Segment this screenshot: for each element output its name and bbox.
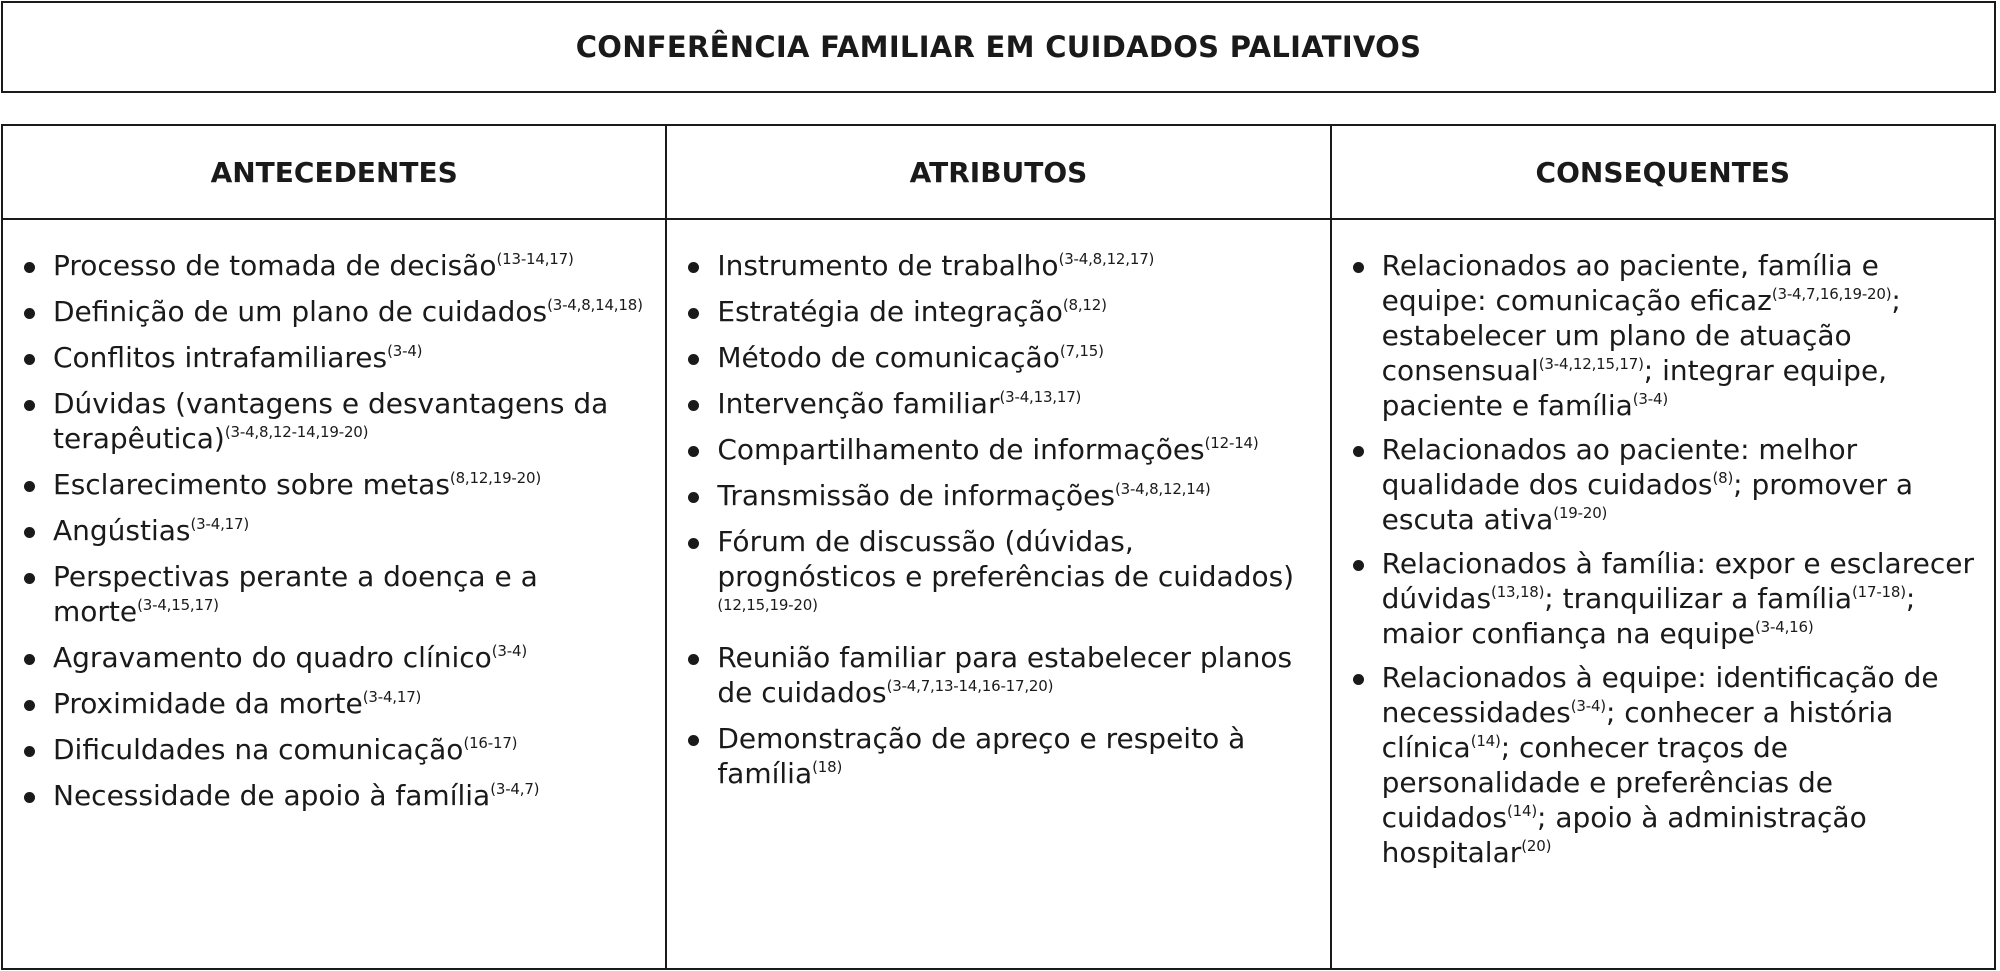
- list-item: [685, 248, 1311, 283]
- list-item: [1350, 546, 1976, 651]
- reference-superscript: (14): [1507, 802, 1537, 820]
- item-text: Conflitos intrafamiliares: [53, 341, 388, 374]
- item-text: Relacionados à família: expor e esclarecer dúvidas: [1381, 547, 1974, 615]
- item-text: ; conhecer traços de personalidade e preferências de cuidados: [1381, 731, 1833, 834]
- list-item: [21, 386, 647, 456]
- item-text: Processo de tomada de decisão: [53, 249, 497, 282]
- item-text: ; integrar equipe, paciente e família: [1381, 354, 1888, 422]
- column-atributos: [665, 126, 1329, 968]
- reference-superscript: (17-18): [1852, 583, 1906, 601]
- item-text: Proximidade da morte: [53, 687, 363, 720]
- concept-table: [1, 124, 1996, 970]
- reference-superscript: (14): [1470, 732, 1501, 750]
- item-text: Relacionados ao paciente: melhor qualidade dos cuidados: [1381, 433, 1858, 501]
- item-text: Agravamento do quadro clínico: [53, 641, 492, 674]
- reference-superscript: (3-4,8,12,14): [1114, 480, 1211, 498]
- item-text: Reunião familiar para estabelecer planos de cuidados: [717, 641, 1293, 709]
- item-text: Angústias: [53, 514, 191, 547]
- reference-superscript: (7,15): [1059, 342, 1104, 360]
- reference-superscript: (3-4,15,17): [137, 596, 219, 614]
- list-item: [1350, 432, 1976, 537]
- title-box: [1, 1, 1996, 93]
- item-text: Fórum de discussão (dúvidas, prognósticos e preferências de cuidados): [717, 525, 1295, 593]
- item-list: [1350, 248, 1976, 870]
- column-body: [667, 220, 1329, 802]
- reference-superscript: (18): [812, 758, 843, 776]
- list-item: [21, 559, 647, 629]
- reference-superscript: (3-4,8,12,17): [1058, 250, 1155, 268]
- list-item: [685, 386, 1311, 421]
- list-item: [685, 340, 1311, 375]
- column-heading-atributos: ATRIBUTOS: [909, 155, 1088, 189]
- reference-superscript: (13,18): [1491, 583, 1545, 601]
- reference-superscript: (3-4,17): [190, 515, 249, 533]
- list-item: [1350, 660, 1976, 870]
- item-text: Necessidade de apoio à família: [53, 779, 491, 812]
- list-item: [685, 432, 1311, 467]
- reference-superscript: (8): [1712, 469, 1734, 487]
- column-heading-antecedentes: ANTECEDENTES: [210, 155, 458, 189]
- column-antecedentes: [3, 126, 665, 968]
- reference-superscript: (8,12,19-20): [449, 469, 541, 487]
- item-text: Esclarecimento sobre metas: [53, 468, 450, 501]
- column-body: [3, 220, 665, 824]
- list-item: [21, 732, 647, 767]
- list-item: [685, 524, 1311, 629]
- reference-superscript: (3-4): [1570, 697, 1606, 715]
- reference-superscript: (8,12): [1062, 296, 1107, 314]
- item-text: Dificuldades na comunicação: [53, 733, 464, 766]
- reference-superscript: (12-14): [1204, 434, 1259, 452]
- diagram-title: CONFERÊNCIA FAMILIAR EM CUIDADOS PALIATIVOS: [575, 30, 1422, 64]
- item-list: [685, 248, 1311, 791]
- item-text: ; apoio à administração hospitalar: [1381, 801, 1867, 869]
- list-item: [21, 778, 647, 813]
- reference-superscript: (3-4): [387, 342, 423, 360]
- list-item: [21, 686, 647, 721]
- reference-superscript: (3-4): [491, 642, 527, 660]
- item-text: Instrumento de trabalho: [717, 249, 1059, 282]
- reference-superscript: (3-4,7): [490, 780, 540, 798]
- list-item: [685, 294, 1311, 329]
- item-text: ; maior confiança na equipe: [1381, 582, 1916, 650]
- item-list: [21, 248, 647, 813]
- list-item: [685, 721, 1311, 791]
- reference-superscript: (3-4,8,14,18): [547, 296, 643, 314]
- reference-superscript: (3-4,17): [362, 688, 422, 706]
- item-text: ; estabelecer um plano de atuação consensual: [1381, 284, 1901, 387]
- list-item: [21, 467, 647, 502]
- reference-superscript: (3-4,8,12-14,19-20): [224, 423, 369, 441]
- reference-superscript: (3-4,7,13-14,16-17,20): [886, 677, 1054, 695]
- reference-superscript: (20): [1521, 837, 1552, 855]
- column-header: [3, 126, 665, 220]
- reference-superscript: (3-4): [1632, 390, 1668, 408]
- item-text: Relacionados ao paciente, família e equipe: comunicação eficaz: [1381, 249, 1879, 317]
- item-text: Intervenção familiar: [717, 387, 1000, 420]
- item-text: ; tranquilizar a família: [1544, 582, 1852, 615]
- list-item: [685, 478, 1311, 513]
- item-text: Transmissão de informações: [717, 479, 1115, 512]
- column-header: [667, 126, 1329, 220]
- list-item: [685, 640, 1311, 710]
- column-heading-consequentes: CONSEQUENTES: [1535, 155, 1791, 189]
- reference-superscript: (3-4,13,17): [999, 388, 1082, 406]
- column-header: [1332, 126, 1994, 220]
- list-item: [21, 294, 647, 329]
- reference-superscript: (13-14,17): [496, 250, 574, 268]
- reference-superscript: (3-4,16): [1755, 618, 1814, 636]
- list-item: [21, 640, 647, 675]
- list-item: [21, 340, 647, 375]
- list-item: [1350, 248, 1976, 423]
- item-text: Método de comunicação: [717, 341, 1060, 374]
- item-text: Dúvidas (vantagens e desvantagens da terapêutica): [53, 387, 609, 455]
- item-text: Compartilhamento de informações: [717, 433, 1205, 466]
- reference-superscript: (16-17): [463, 734, 518, 752]
- item-text: Demonstração de apreço e respeito à família: [717, 722, 1246, 790]
- reference-superscript: (3-4,12,15,17): [1538, 355, 1644, 373]
- list-item: [21, 248, 647, 283]
- item-text: Relacionados à equipe: identificação de necessidades: [1381, 661, 1939, 729]
- reference-superscript: (12,15,19-20): [717, 596, 818, 614]
- item-text: Estratégia de integração: [717, 295, 1063, 328]
- reference-superscript: (19-20): [1553, 504, 1608, 522]
- item-text: Perspectivas perante a doença e a morte: [53, 560, 538, 628]
- list-item: [21, 513, 647, 548]
- reference-superscript: (3-4,7,16,19-20): [1771, 285, 1892, 303]
- item-text: Definição de um plano de cuidados: [53, 295, 548, 328]
- column-consequentes: [1330, 126, 1994, 968]
- column-body: [1332, 220, 1994, 879]
- item-text: ; conhecer a história clínica: [1381, 696, 1894, 764]
- item-text: ; promover a escuta ativa: [1381, 468, 1914, 536]
